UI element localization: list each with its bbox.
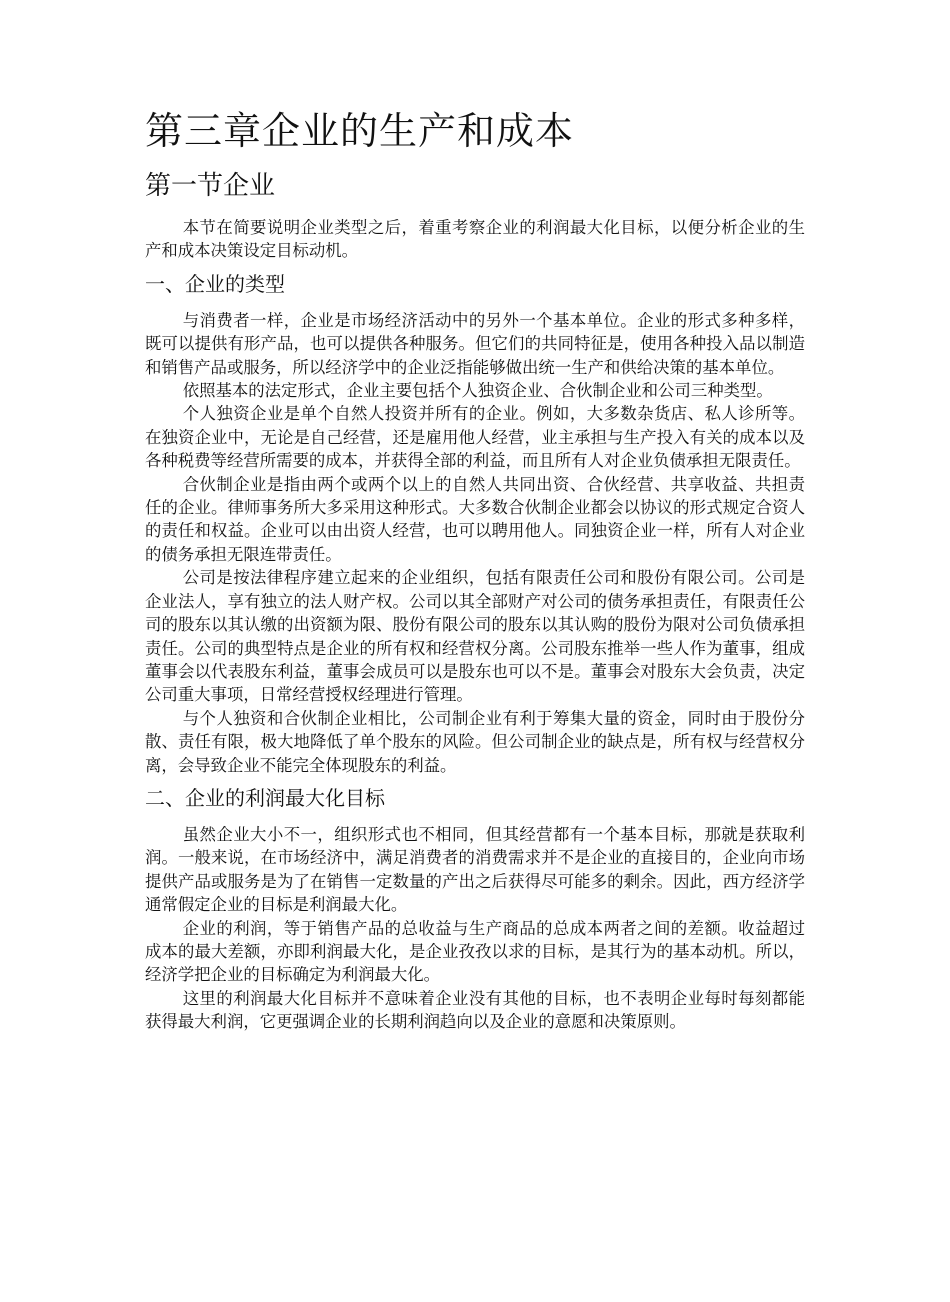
paragraph: 个人独资企业是单个自然人投资并所有的企业。例如，大多数杂货店、私人诊所等。在独资企业中，无论是自己经营，还是雇用他人经营，业主承担与生产投入有关的成本以及各种税费等经营所需要的成本，并获得全部的利益，而且所有人对企业负债承担无限责任。	[145, 404, 805, 471]
subsection-heading-profit-maximization: 二、企业的利润最大化目标	[145, 785, 385, 810]
paragraph: 公司是按法律程序建立起来的企业组织，包括有限责任公司和股份有限公司。公司是企业法人，享有独立的法人财产权。公司以其全部财产对公司的债务承担责任，有限责任公司的股东以其认缴的出资额为限、股份有限公司的股东以其认购的股份为限对公司负债承担责任。公司的典型特点是企业的所有权和经营权分离。公司股东推举一些人作为董事，组成董事会以代表股东利益，董事会成员可以是股东也可以不是。董事会对股东大会负责，决定公司重大事项，日常经营授权经理进行管理。	[145, 568, 805, 705]
paragraph: 合伙制企业是指由两个或两个以上的自然人共同出资、合伙经营、共享收益、共担责任的企业。律师事务所大多采用这种形式。大多数合伙制企业都会以协议的形式规定合资人的责任和权益。企业可以由出资人经营，也可以聘用他人。同独资企业一样，所有人对企业的债务承担无限连带责任。	[145, 474, 805, 564]
intro-paragraph: 本节在简要说明企业类型之后，着重考察企业的利润最大化目标，以便分析企业的生产和成本决策设定目标动机。	[145, 218, 805, 261]
paragraph: 与个人独资和合伙制企业相比，公司制企业有利于筹集大量的资金，同时由于股份分散、责任有限，极大地降低了单个股东的风险。但公司制企业的缺点是，所有权与经营权分离，会导致企业不能完全体现股东的利益。	[145, 708, 805, 775]
paragraph: 与消费者一样，企业是市场经济活动中的另外一个基本单位。企业的形式多种多样，既可以提供有形产品，也可以提供各种服务。但它们的共同特征是，使用各种投入品以制造和销售产品或服务，所以经济学中的企业泛指能够做出统一生产和供给决策的基本单位。	[145, 310, 805, 377]
paragraph: 依照基本的法定形式，企业主要包括个人独资企业、合伙制企业和公司三种类型。	[182, 381, 773, 401]
chapter-title: 第三章企业的生产和成本	[145, 109, 575, 153]
paragraph: 这里的利润最大化目标并不意味着企业没有其他的目标，也不表明企业每时每刻都能获得最大利润，它更强调企业的长期利润趋向以及企业的意愿和决策原则。	[145, 988, 805, 1032]
document-page	[145, 104, 805, 1034]
subsection-heading-enterprise-types: 一、企业的类型	[145, 271, 285, 296]
paragraph: 虽然企业大小不一，组织形式也不相同，但其经营都有一个基本目标，那就是获取利润。一般来说，在市场经济中，满足消费者的消费需求并不是企业的直接目的，企业向市场提供产品或服务是为了在销售一定数量的产出之后获得尽可能多的剩余。因此，西方经济学通常假定企业的目标是利润最大化。	[145, 824, 805, 915]
paragraph: 企业的利润，等于销售产品的总收益与生产商品的总成本两者之间的差额。收益超过成本的最大差额，亦即利润最大化，是企业孜孜以求的目标，是其行为的基本动机。所以，经济学把企业的目标确定为利润最大化。	[145, 918, 805, 985]
section-title: 第一节企业	[145, 171, 276, 201]
